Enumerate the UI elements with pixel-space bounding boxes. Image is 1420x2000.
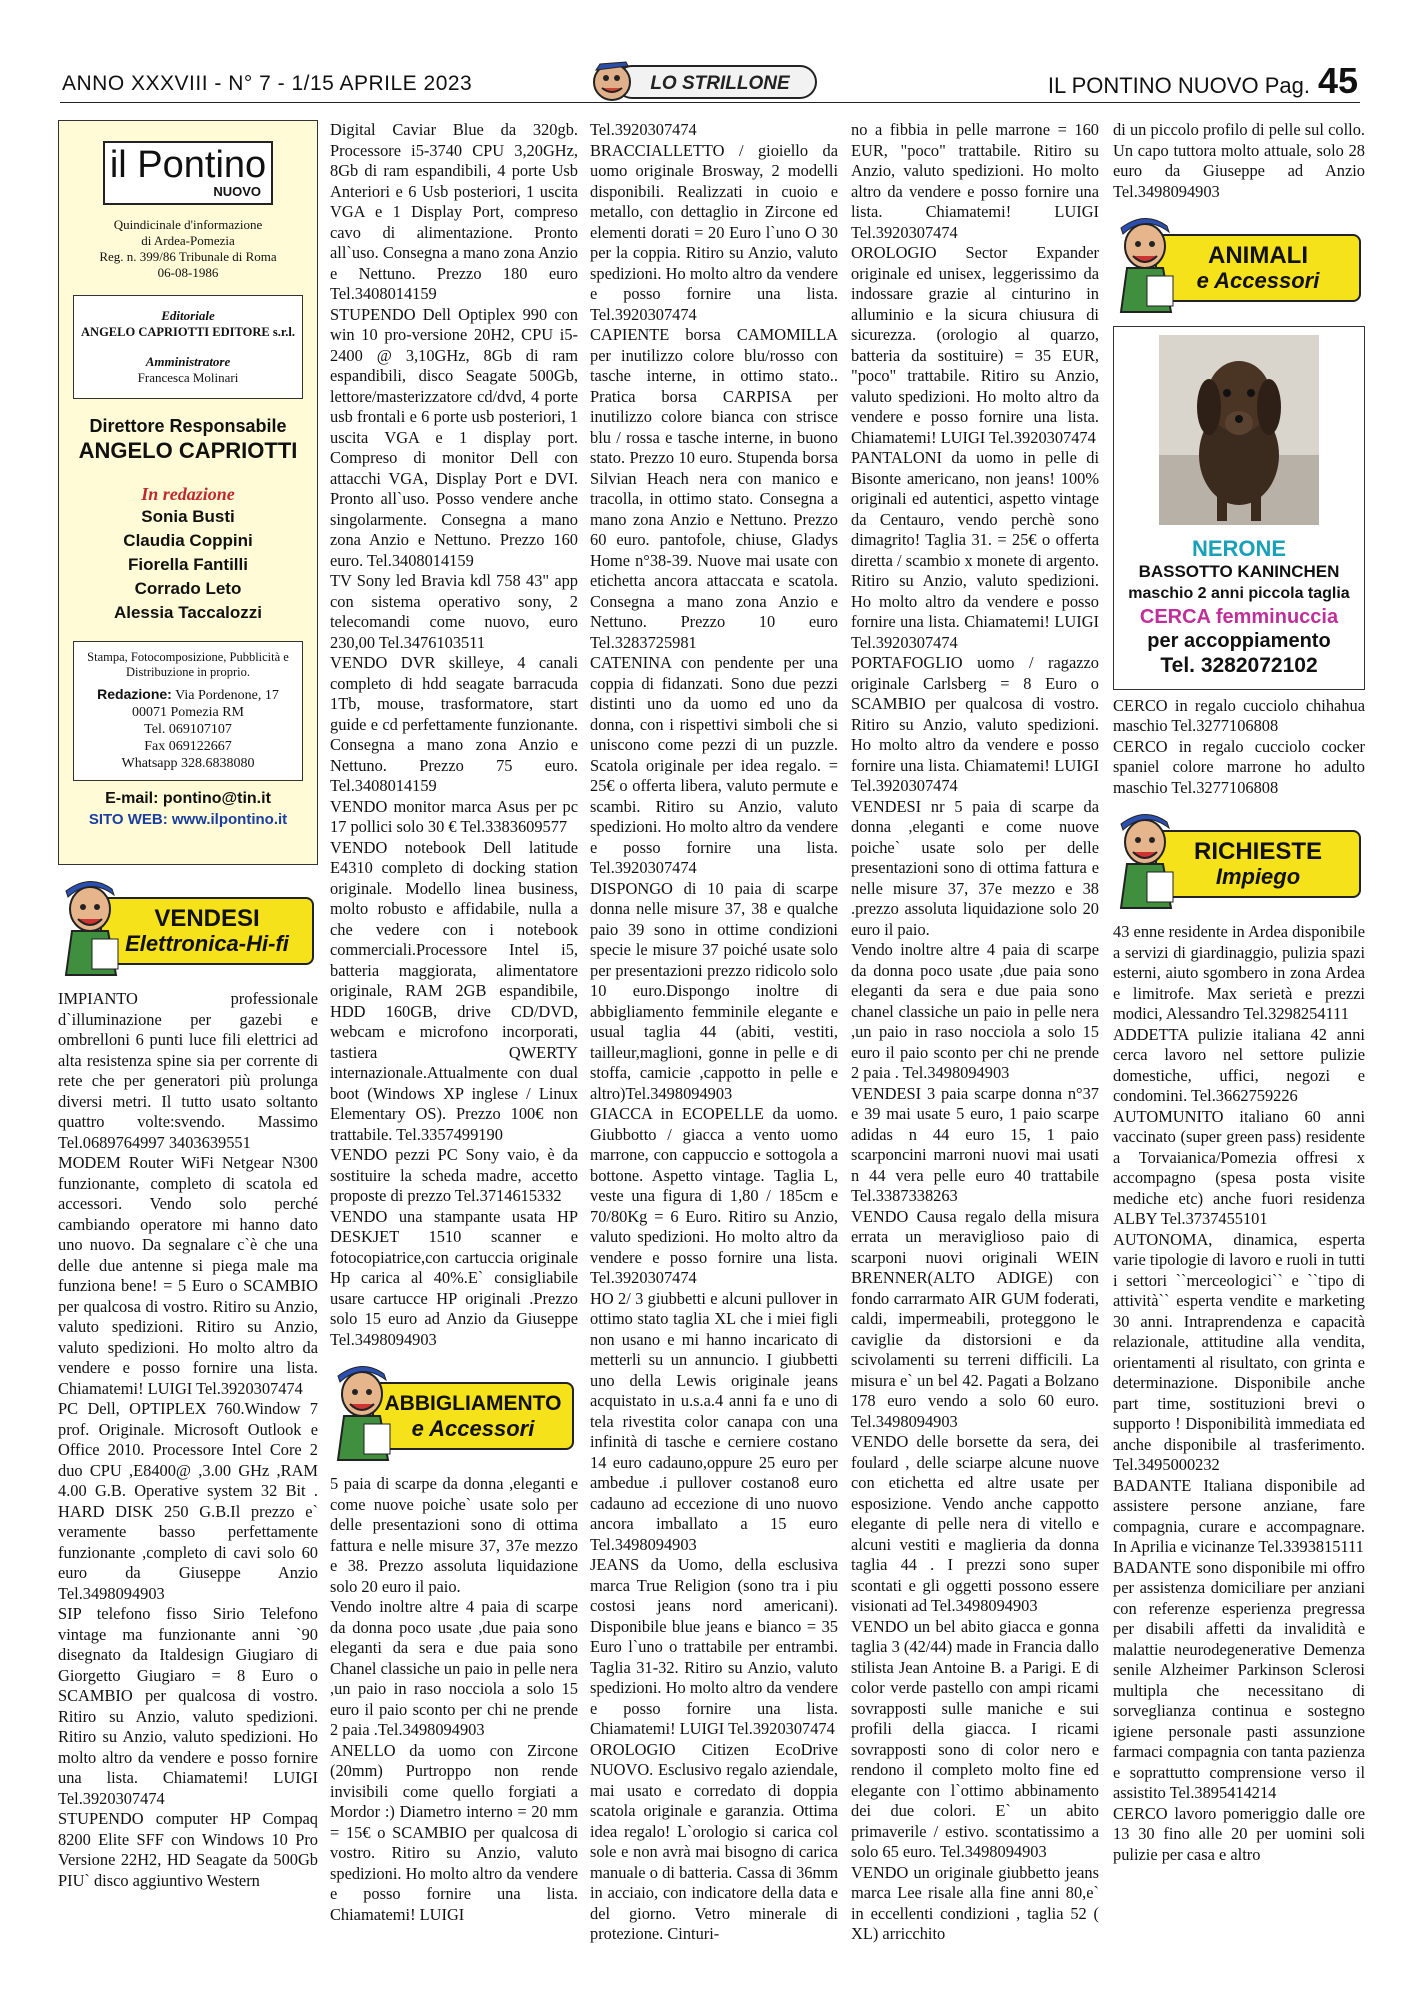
column-4 bbox=[851, 120, 1099, 1980]
classified-ad: VENDO Causa regalo della misura errata un meraviglioso paio di scarponi nuovi originali WEIN BRENNER(ALTO ADIGE) con fondo carrarmato AIR GUM foderati, caldi, impermeabili, proteggono le caviglie da distorsioni e da scivolamenti su terreni difficili. La misura e` un bel 42. Pagati a Bolzano 178 euro vendo a solo 60 euro. Tel.3498094903 bbox=[851, 1206, 1099, 1431]
classified-ad: Vendo inoltre altre 4 paia di scarpe da donna poco usate ,due paia sono eleganti da sera e due paia sono Chanel classiche un paio in pelle nera ,un paio in raso nocciola a solo 15 euro il paio sconto per chi ne prende 2 paia .Tel.3498094903 bbox=[330, 1597, 578, 1739]
header-rule bbox=[60, 102, 1360, 103]
dog-photo bbox=[1159, 335, 1319, 525]
newsboy-mascot-icon bbox=[1113, 812, 1183, 912]
classified-ad: SIP telefono fisso Sirio Telefono vintage ma funzionante anni `90 disegnato da Italdesign Giugiaro di Giorgetto Giugiaro = 8 Euro o SCAMBIO per qualcosa di vostro. Ritiro su Anzio, valuto spedizioni. Ritiro su Anzio, valuto spedizioni. Ho molto altro da vendere e posso fornire una lista. Chiamatemi! LUIGI Tel.3920307474 bbox=[58, 1604, 318, 1808]
masthead-box bbox=[58, 120, 318, 865]
classified-ad: HO 2/ 3 giubbetti e alcuni pullover in ottimo stato taglia XL che i miei figli non usano e mi hanno incaricato di metterli su un annuncio. I giubbetti uno della Lewis originale jeans acquistato in u.s.a.4 anni fa e uno di tela rivestita color canapa con una infinità di tasche e cerniere costano 14 euro cadauno,oppure 25 euro per ambedue .i pullover costano8 euro cadauno ad eccezione di uno nuovo ancora imballato a 15 euro Tel.3498094903 bbox=[590, 1288, 838, 1554]
newsboy-mascot-icon bbox=[330, 1364, 400, 1464]
classified-ad: GIACCA in ECOPELLE da uomo. Giubbotto / giacca a vento uomo marrone, con cappuccio e sottogola a bottone. Aspetto vintage. Taglia L, veste una figura di 1,80 / 185cm e 70/80Kg = 6 Euro. Ritiro su Anzio, valuto spedizioni. Ho molto altro da vendere e posso fornire una lista. Tel.3920307474 bbox=[590, 1104, 838, 1287]
column-1 bbox=[58, 120, 318, 1980]
contact-box bbox=[73, 641, 303, 781]
city: 00071 Pomezia RM bbox=[132, 705, 244, 720]
classified-ad: 5 paia di scarpe da donna ,eleganti e come nuove poiche` usate solo per delle presentazioni sono di ottima fattura e nelle misure 37, 37e mezzo e 38. Prezzo assoluta liquidazione solo 20 euro il paio. bbox=[330, 1474, 578, 1596]
address-line bbox=[78, 686, 298, 704]
classified-ad: VENDO monitor marca Asus per pc 17 pollici solo 30 € Tel.3383609577 bbox=[330, 796, 578, 836]
tel: Tel. 069107107 bbox=[144, 722, 232, 737]
page-heading bbox=[1048, 60, 1358, 102]
classified-ad: PORTAFOGLIO uomo / ragazzo originale Carlsberg = 8 Euro o SCAMBIO per qualcosa di vostro. Ritiro su Anzio, valuto spedizioni. Ho molto altro da vendere e posso fornire una lista. Chiamatemi! LUIGI Tel.3920307474 bbox=[851, 653, 1099, 795]
whatsapp: Whatsapp 328.6838080 bbox=[121, 756, 255, 771]
website-line bbox=[69, 810, 307, 831]
classified-ad: CATENINA con pendente per una coppia di fidanzati. Sono due pezzi distinti uno da uomo ed uno da donna, con i rispettivi simboli che si uniscono come pezzi di un puzzle. Scatola originale per idea regalo. = 25€ o offerta libera, valuto permute e scambi. Ritiro su Anzio, valuto spedizioni. Ho molto altro da vendere e posso fornire una lista. Tel.3920307474 bbox=[590, 653, 838, 877]
address-label: Redazione: bbox=[97, 686, 172, 702]
banner-title: RICHIESTE bbox=[1193, 838, 1322, 865]
dog-phone: Tel. 3282072102 bbox=[1160, 653, 1318, 677]
paper-name: IL PONTINO NUOVO Pag. bbox=[1047, 73, 1310, 98]
classified-ad: AUTONOMA, dinamica, esperta varie tipologie di lavoro e ruoli in tutti i settori ``merceologici`` e ``tipo di attività`` esperta vendite e marketing 30 anni. Intraprendenza e capacità relazionale, attitudine alla vendita, orientamenti al risultato, con grinta e determinazione. Disponibile anche part time, sostituzioni brevi o supporto ! Disponibilità immediata ed anche disponibile al trasferimento. Tel.3495000232 bbox=[1113, 1229, 1365, 1474]
redattore: Sonia Busti bbox=[141, 507, 235, 526]
masthead-info bbox=[69, 217, 307, 281]
column-2 bbox=[330, 120, 578, 1980]
classified-ad: STUPENDO Dell Optiplex 990 con win 10 pro-versione 20H2, CPU i5-2400 @ 3,10GHz, 8Gb di ram espandibili, disco Seagate 500Gb, lettore/masterizzatore cd/dvd, 4 porte usb frontali e 6 porte usb posteriori, 1 uscita VGA e 1 display port. Compreso di monitor Dell con attacchi VGA, Display Port e DVI. Pronto all`uso. Posso vendere anche singolarmente. Consegna a mano zona Anzio e Nettuno. Prezzo 160 euro. Tel.3408014159 bbox=[330, 304, 578, 570]
classified-ad: VENDO un originale giubbetto jeans marca Lee risale alla fine anni 80,e` in eccellenti condizioni , taglia 52 ( XL) arricchito bbox=[851, 1862, 1099, 1943]
banner-plate bbox=[372, 1382, 574, 1450]
classified-ad: OROLOGIO Sector Expander originale ed unisex, leggerissimo da indossare grazie al cinturino in alluminio e la sicura chiusura di sicurezza. (orologio al quarzo, batteria da sostituire) = 35 EUR, "poco" trattabile. Ritiro su Anzio, valuto spedizioni. Ho molto altro da vendere e posso fornire una lista. Chiamatemi! LUIGI Tel.3920307474 bbox=[851, 243, 1099, 447]
site-label: SITO WEB: bbox=[88, 810, 168, 828]
redattore: Corrado Leto bbox=[134, 579, 242, 598]
classified-ad: no a fibbia in pelle marrone = 160 EUR, "poco" trattabile. Ritiro su Anzio, valuto spedizioni. Ho molto altro da vendere e posso fornire una lista. Chiamatemi! LUIGI Tel.3920307474 bbox=[851, 120, 1099, 242]
classified-ad: BADANTE sono disponibile mi offro per assistenza domiciliare per anziani con referenze esperienza pregressa per disabili affetti da invalidità e malattie neurodegenerative Demenza senile Alzheimer Parkinson Sclerosi multipla che necessitano di sorveglianza continua e sostegno igiene personale pasti assunzione farmaci compagnia con tanta pazienza e soprattutto comprensione verso il assistito Tel.3895414214 bbox=[1113, 1557, 1365, 1802]
site-url[interactable]: www.ilpontino.it bbox=[171, 810, 288, 828]
classified-ad: VENDO delle borsette da sera, dei foulard , delle sciarpe alcune nuove con etichetta ed altre usate per esposizione. Vendo anche cappotto elegante di pelle nera di vitello e alcuni vestiti e maglieria da donna taglia 44 . I prezzi sono super scontati e gli oggetti possono essere visionati ad Tel.3498094903 bbox=[851, 1432, 1099, 1615]
email-label: E-mail: bbox=[105, 790, 159, 807]
info-line: Reg. n. 399/86 Tribunale di Roma bbox=[99, 249, 277, 264]
banner-subtitle: e Accessori bbox=[411, 1416, 535, 1441]
banner-plate bbox=[100, 897, 314, 965]
classified-ad: DISPONGO di 10 paia di scarpe donna nelle misure 37, 38 e qualche paio 39 sono in ottime condizioni specie le misure 37 poiché usate solo per presentazioni prezzo ridicolo solo 10 euro.Dispongo inoltre di abbigliamento femminile elegante e usual taglia 44 (abiti, vestiti, tailleur,maglioni, gonne in pelle e di stoffa, camicie ,cappotto in pelle e altro)Tel.3498094903 bbox=[590, 878, 838, 1103]
classified-ad: IMPIANTO professionale d`illuminazione per gazebi e ombrelloni 6 punti luce fili elettrici ad alta resistenza spine sia per corrente di rete che per generatori più prolunga diversi metri. Il tutto usato soltanto quattro volte:svendo. Massimo Tel.0689764997 3403639551 bbox=[58, 989, 318, 1152]
dog-ad-box bbox=[1113, 326, 1365, 690]
classified-ad: AUTOMUNITO italiano 60 anni vaccinato (super green pass) residente a Torvaianica/Pomezia offresi x accompagno (spesa posta visite mediche etc) anche fuori residenza ALBY Tel.3737455101 bbox=[1113, 1106, 1365, 1228]
info-line: di Ardea-Pomezia bbox=[141, 233, 235, 248]
stampa-note: Stampa, Fotocomposizione, Pubblicità e Distribuzione in proprio. bbox=[87, 650, 289, 679]
section-banner-richieste bbox=[1113, 812, 1365, 914]
classified-ad: TV Sony led Bravia kdl 758 43" app con sistema operativo sony, 2 telecomandi come nuovo, euro 230,00 Tel.3476103511 bbox=[330, 571, 578, 652]
strillone-logo bbox=[592, 60, 826, 104]
banner-subtitle: Elettronica-Hi-fi bbox=[125, 931, 289, 956]
classified-ad: ANELLO da uomo con Zircone (20mm) Purtroppo non rende invisibili come quello forgiati a Mordor :) Diametro interno = 20 mm = 15€ o SCAMBIO per qualcosa di vostro. Ritiro su Anzio, valuto spedizioni. Ho molto altro da vendere e posso fornire una lista. Chiamatemi! LUIGI bbox=[330, 1740, 578, 1924]
direttore-name: ANGELO CAPRIOTTI bbox=[78, 438, 298, 463]
banner-plate bbox=[1155, 830, 1361, 898]
logo-text: LO STRILLONE bbox=[650, 73, 790, 94]
issue-line: ANNO XXXVIII - N° 7 - 1/15 APRILE 2023 bbox=[62, 72, 473, 95]
banner-subtitle: Impiego bbox=[1215, 864, 1301, 889]
banner-title: ABBIGLIAMENTO bbox=[384, 1392, 562, 1415]
masthead-subtitle: NUOVO bbox=[213, 184, 261, 199]
redattore: Alessia Taccalozzi bbox=[113, 603, 263, 622]
info-line: Quindicinale d'informazione bbox=[113, 217, 263, 232]
ads-vendesi bbox=[58, 989, 318, 1891]
classified-ad: CERCO in regalo cucciolo chihahua maschio Tel.3277106808 bbox=[1113, 695, 1365, 735]
classified-ad: STUPENDO computer HP Compaq 8200 Elite SFF con Windows 10 Pro Versione 22H2, HD Seagate da 500Gb PIU` disco aggiuntivo Western bbox=[58, 1809, 318, 1890]
masthead-title: il Pontino bbox=[109, 144, 267, 186]
dog-name: NERONE bbox=[1191, 535, 1287, 561]
masthead-title-box bbox=[103, 141, 273, 205]
dog-description: maschio 2 anni piccola taglia bbox=[1128, 584, 1350, 602]
section-banner-animali bbox=[1113, 216, 1365, 318]
email-address[interactable]: pontino@tin.it bbox=[162, 790, 271, 807]
dog-breed: BASSOTTO KANINCHEN bbox=[1138, 561, 1340, 581]
banner-subtitle: e Accessori bbox=[1196, 268, 1320, 293]
classified-ad: CAPIENTE borsa CAMOMILLA per inutilizzo colore blu/rosso con tasche interne, in ottimo stato.. Pratica borsa CARPISA per inutilizzo colore bianca con strisce blu / rossa e tasche interne, in buono stato. Prezzo 10 euro. Stupenda borsa Silvian Heach nera con manico e tracolla, in ottimo stato. Consegna a mano zona Anzio e Nettuno. Prezzo 60 euro. pantofole, chiuse, Gladys Home n°38-39. Nuove mai usate con etichetta ancora attaccata e scatola. Consegna a mano zona Anzio e Nettuno. Prezzo 10 euro Tel.3283725981 bbox=[590, 325, 838, 652]
amministratore-name: Francesca Molinari bbox=[137, 370, 239, 385]
redattore: Fiorella Fantilli bbox=[128, 555, 248, 574]
fax: Fax 069122667 bbox=[144, 739, 232, 754]
newsboy-mascot-icon bbox=[1113, 216, 1183, 316]
page-number: 45 bbox=[1317, 60, 1358, 101]
newsboy-mascot-icon bbox=[58, 879, 128, 979]
publisher-box bbox=[73, 295, 303, 399]
classified-ad: 43 enne residente in Ardea disponibile a servizi di giardinaggio, pulizia spazi esterni, aiuto sgombero in zona Ardea e limitrofe. Max serietà e prezzi modici, Alessandro Tel.3298254111 bbox=[1113, 922, 1365, 1023]
classified-ad: CERCO in regalo cucciolo cocker spaniel colore marrone ho adulto maschio Tel.3277106808 bbox=[1113, 736, 1365, 797]
classified-ad: VENDO DVR skilleye, 4 canali completo di hdd seagate barracuda 1Tb, mouse, trasformatore, start guide e cd perfettamente funzionante. Consegna a mano zona Anzio e Nettuno. Prezzo 75 euro. Tel.3408014159 bbox=[330, 653, 578, 795]
classified-ad: PC Dell, OPTIPLEX 760.Window 7 prof. Originale. Microsoft Outlook e Office 2010. Processore Intel Core 2 duo CPU ,E8400@ ,3.00 GHz ,RAM 4.00 G.B. Operative system 32 Bit . HARD DISK 250 G.B.Il prezzo e` veramente basso perfettamente funzionante ,completo di cavi solo 60 euro da Giuseppe Anzio Tel.3498094903 bbox=[58, 1399, 318, 1603]
editoriale-name: ANGELO CAPRIOTTI EDITORE s.r.l. bbox=[81, 325, 295, 339]
classified-ad: OROLOGIO Citizen EcoDrive NUOVO. Esclusivo regalo aziendale, mai usato e corredato di doppia scatola originale e garanzia. Ottima idea regalo! L`orologio si carica col sole e non avrà mai bisogno di carica manuale o di batteria. Cassa di 36mm in acciaio, con indicatore della data e del giorno. Vetro minerale di protezione. Cinturi- bbox=[590, 1739, 838, 1943]
banner-title: VENDESI bbox=[154, 905, 260, 932]
editoriale-label: Editoriale bbox=[161, 308, 215, 323]
banner-title: ANIMALI bbox=[1208, 242, 1308, 269]
classified-ad: Tel.3920307474 bbox=[590, 120, 697, 139]
classified-ad: CERCO lavoro pomeriggio dalle ore 13 30 fino alle 20 per uomini soli pulizie per casa e altro bbox=[1113, 1803, 1365, 1864]
classified-ad: Digital Caviar Blue da 320gb. Processore i5-3740 CPU 3,20GHz, 8Gb di ram espandibili, 4 porte Usb Anteriori e 6 Usb posteriori, 1 uscita VGA e 1 Display Port, compreso cavo di alimentazione. Pronto all`uso. Consegna a mano zona Anzio e Nettuno. Prezzo 180 euro Tel.3408014159 bbox=[330, 120, 578, 303]
section-banner-abbigliamento bbox=[330, 1364, 578, 1466]
classified-ad: ADDETTA pulizie italiana 42 anni cerca lavoro nel settore pulizie domestiche, uffici, negozi e condomini. Tel.3662759226 bbox=[1113, 1024, 1365, 1105]
redattore: Claudia Coppini bbox=[123, 531, 253, 550]
dog-purpose: per accoppiamento bbox=[1147, 629, 1331, 652]
classified-ad: VENDESI nr 5 paia di scarpe da donna ,eleganti e come nuove poiche` usate solo per delle presentazioni sono di ottima fattura e nelle misure 37, 37e mezzo e 38 .prezzo assoluta liquidazione solo 20 euro il paio. bbox=[851, 796, 1099, 939]
classified-ad: VENDO una stampante usata HP DESKJET 1510 scanner e fotocopiatrice,con cartuccia originale Hp carica al 40%.E` consigliabile usare cartucce HP originali .Prezzo solo 15 euro ad Anzio da Giuseppe Tel.3498094903 bbox=[330, 1206, 578, 1349]
classified-ad: JEANS da Uomo, della esclusiva marca True Religion (sono tra i piu costosi jeans nord americani). Disponibile blue jeans e bianco = 35 Euro l`uno o trattabile per entrambi. Taglia 31-32. Ritiro su Anzio, valuto spedizioni. Ho molto altro da vendere e posso fornire una lista. Chiamatemi! LUIGI Tel.3920307474 bbox=[590, 1555, 838, 1738]
classified-ad: VENDO un bel abito giacca e gonna taglia 3 (42/44) made in Francia dallo stilista Jean Antoine B. a Parigi. E di color verde pastello con ampi ricami sovrapposti sulle maniche e sui profili della giacca. I ricami sovrapposti sono di color nero e rendono il completo molto fine ed elegante con l`ottimo abbinamento dei due colori. E` un abito primaverile / estivo. scontatissimo a solo 65 euro. Tel.3498094903 bbox=[851, 1616, 1099, 1861]
classified-ad: BRACCIALLETTO / gioiello da uomo originale Brosway, 2 modelli disponibili. Realizzati in cuoio e metallo, con dettaglio in Zircone ed elementi dorati = 20 Euro l`uno O 30 per la coppia. Ritiro su Anzio, valuto spedizioni. Ho molto altro da vendere e posso fornire una lista. Tel.3920307474 bbox=[590, 140, 838, 324]
amministratore-label: Amministratore bbox=[145, 354, 231, 369]
direttore-label: Direttore Responsabile bbox=[89, 416, 287, 436]
classified-ad: VENDESI 3 paia scarpe donna n°37 e 39 mai usate 5 euro, 1 paio scarpe adidas n 44 euro 15, 1 paio scarponcini marroni nuovi mai usati n 44 vera pelle euro 40 trattabile Tel.3387338263 bbox=[851, 1083, 1099, 1205]
email-line bbox=[69, 789, 307, 810]
dog-request: CERCA femminuccia bbox=[1139, 605, 1339, 628]
column-3 bbox=[590, 120, 838, 1980]
section-banner-vendesi bbox=[58, 879, 318, 981]
column-5 bbox=[1113, 120, 1365, 1980]
info-line: 06-08-1986 bbox=[157, 265, 219, 280]
classified-ad: BADANTE Italiana disponibile ad assistere persone anziane, fare compagnia, curare e accompagnare. In Aprilia e vicinanze Tel.3393815111 bbox=[1113, 1475, 1365, 1556]
classified-ad: Vendo inoltre altre 4 paia di scarpe da donna poco usate ,due paia sono eleganti da sera e due paia sono chanel classiche un paio in pelle nera ,un paio in raso nocciola a solo 15 euro il paio sconto per chi ne prende 2 paia . Tel.3498094903 bbox=[851, 940, 1099, 1082]
classified-ad: VENDO pezzi PC Sony vaio, è da sostituire la scheda madre, accetto proposte di prezzo Tel.3714615332 bbox=[330, 1145, 578, 1205]
redazione-label: In redazione bbox=[141, 484, 235, 504]
classified-ad: di un piccolo profilo di pelle sul collo. Un capo tuttora molto attuale, solo 28 euro da Giuseppe ad Anzio Tel.3498094903 bbox=[1113, 120, 1365, 201]
address: Via Pordenone, 17 bbox=[175, 688, 279, 703]
classified-ad: VENDO notebook Dell latitude E4310 completo di docking station originale. Modello linea business, molto robusto e affidabile, nulla a che vedere con i notebook commerciali.Processore Intel i5, batteria maggiorata, alimentatore originale, RAM 2GB espandibile, HDD 160GB, drive CD/DVD, webcam e microfono incorporati, tastiera QWERTY internazionale.Attualmente con dual boot (Windows XP inglese / Linux Elementary OS). Prezzo 100€ non trattabile. Tel.3357499190 bbox=[330, 837, 578, 1144]
redazione-list bbox=[69, 505, 307, 625]
classified-ad: MODEM Router WiFi Netgear N300 funzionante, completo di scatola ed accessori. Vendo solo perché cambiando operatore mi hanno dato uno nuovo. Da segnalare c`è che una delle due antenne si piega male ma funziona bene! = 5 Euro o SCAMBIO per qualcosa di vostro. Ritiro su Anzio, valuto spedizioni. Ritiro su Anzio, valuto spedizioni. Ho molto altro da vendere e posso fornire una lista. Chiamatemi! LUIGI Tel.3920307474 bbox=[58, 1153, 318, 1398]
banner-plate bbox=[1155, 234, 1361, 302]
classified-ad: PANTALONI da uomo in pelle di Bisonte americano, non jeans! 100% originali ed autentici, aspetto vintage da Centauro, vendo perchè sono dimagrito! Taglia 31. = 25€ o offerta diretta / scambio x monete di argento. Ritiro su Anzio, valuto spedizioni. Ho molto altro da vendere e posso fornire una lista. Chiamatemi! LUIGI Tel.3920307474 bbox=[851, 448, 1099, 652]
